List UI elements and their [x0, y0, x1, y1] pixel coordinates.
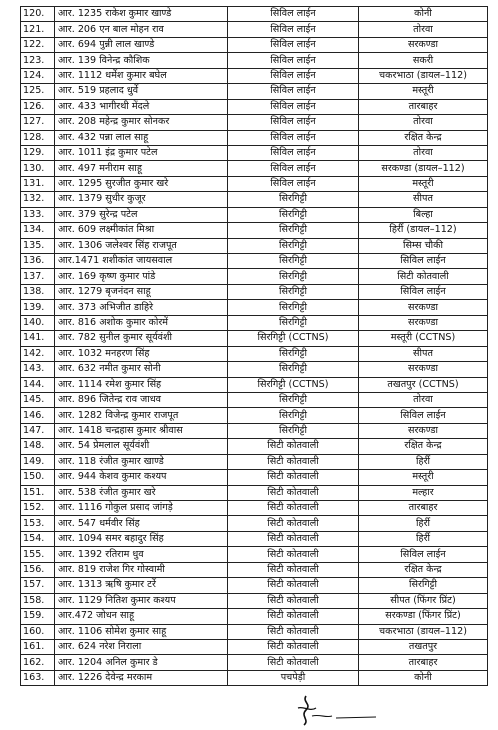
to-station: हिर्री [359, 516, 488, 531]
constable-name: आर. 1282 विजेन्द्र कुमार राजपूत [55, 408, 228, 423]
to-station: सरकण्डा (डायल–112) [359, 161, 488, 176]
to-station: तारबाहर [359, 99, 488, 114]
from-station: सिटी कोतवाली [228, 578, 359, 593]
from-station: सिटी कोतवाली [228, 547, 359, 562]
from-station: सिटी कोतवाली [228, 639, 359, 654]
serial-number: 138. [21, 284, 55, 299]
table-row [21, 115, 488, 130]
serial-number: 125. [21, 84, 55, 99]
to-station: सिविल लाईन [359, 408, 488, 423]
constable-name: आर. 54 प्रेमलाल सूर्यवंशी [55, 439, 228, 454]
constable-name: आर. 1129 नितिश कुमार कश्यप [55, 593, 228, 608]
to-station: सिविल लाईन [359, 254, 488, 269]
from-station: सिटी कोतवाली [228, 531, 359, 546]
constable-name: आर. 1116 गोकुल प्रसाद जांगड़े [55, 501, 228, 516]
from-station: सिरगिट्टी [228, 408, 359, 423]
to-station: हिर्री [359, 531, 488, 546]
table-row [21, 531, 488, 546]
from-station: सिविल लाईन [228, 176, 359, 191]
to-station: मस्तूरी [359, 84, 488, 99]
constable-name: आर. 118 रंजीत कुमार खाण्डे [55, 454, 228, 469]
to-station: सरकण्डा (फिंगर प्रिंट) [359, 609, 488, 624]
constable-name: आर. 1235 राकेश कुमार खाण्डे [55, 7, 228, 22]
to-station: सरकण्डा [359, 362, 488, 377]
from-station: सिरगिट्टी [228, 346, 359, 361]
constable-name: आर. 1379 सुधीर कुजूर [55, 192, 228, 207]
to-station: तखतपुर (CCTNS) [359, 377, 488, 392]
table-row [21, 284, 488, 299]
constable-name: आर.472 जोधन साहू [55, 609, 228, 624]
serial-number: 146. [21, 408, 55, 423]
from-station: सिरगिट्टी [228, 269, 359, 284]
to-station: सीपत [359, 346, 488, 361]
from-station: सिटी कोतवाली [228, 562, 359, 577]
to-station: सरकण्डा [359, 315, 488, 330]
to-station: कोनी [359, 7, 488, 22]
to-station: सरकण्डा [359, 423, 488, 438]
serial-number: 126. [21, 99, 55, 114]
constable-name: आर. 169 कृष्ण कुमार पांडे [55, 269, 228, 284]
table-row [21, 315, 488, 330]
constable-name: आर. 373 अभिजीत डाहिरे [55, 300, 228, 315]
serial-number: 141. [21, 331, 55, 346]
to-station: सिविल लाईन [359, 547, 488, 562]
table-row [21, 639, 488, 654]
constable-name: आर. 1295 सुरजीत कुमार खरे [55, 176, 228, 191]
constable-name: आर. 139 विनेन्द्र कौशिक [55, 53, 228, 68]
to-station: तखतपुर [359, 639, 488, 654]
serial-number: 155. [21, 547, 55, 562]
to-station: सरकण्डा [359, 37, 488, 52]
constable-name: आर. 1106 सोमेश कुमार साहू [55, 624, 228, 639]
constable-name: आर. 1306 जलेश्वर सिंह राजपूत [55, 238, 228, 253]
from-station: सिटी कोतवाली [228, 516, 359, 531]
from-station: पचपेड़ी [228, 670, 359, 685]
to-station: सीपत [359, 192, 488, 207]
constable-name: आर. 538 रंजीत कुमार खरे [55, 485, 228, 500]
from-station: सिरगिट्टी (CCTNS) [228, 331, 359, 346]
to-station: तारबाहर [359, 501, 488, 516]
constable-name: आर.1471 शशीकांत जायसवाल [55, 254, 228, 269]
from-station: सिटी कोतवाली [228, 624, 359, 639]
from-station: सिविल लाईन [228, 145, 359, 160]
to-station: तोरवा [359, 392, 488, 407]
from-station: सिविल लाईन [228, 7, 359, 22]
to-station: तोरवा [359, 145, 488, 160]
serial-number: 123. [21, 53, 55, 68]
from-station: सिविल लाईन [228, 68, 359, 83]
constable-name: आर. 432 पन्ना लाल साहू [55, 130, 228, 145]
from-station: सिविल लाईन [228, 99, 359, 114]
serial-number: 151. [21, 485, 55, 500]
constable-name: आर. 379 सुरेन्द्र पटेल [55, 207, 228, 222]
serial-number: 152. [21, 501, 55, 516]
table-row [21, 624, 488, 639]
from-station: सिरगिट्टी [228, 284, 359, 299]
table-row [21, 238, 488, 253]
table-row [21, 300, 488, 315]
table-row [21, 547, 488, 562]
constable-name: आर. 816 अशोक कुमार कोरमें [55, 315, 228, 330]
table-row [21, 223, 488, 238]
from-station: सिटी कोतवाली [228, 454, 359, 469]
table-row [21, 485, 488, 500]
from-station: सिटी कोतवाली [228, 593, 359, 608]
to-station: सरकण्डा [359, 300, 488, 315]
constable-name: आर. 694 पुन्नी लाल खाण्डे [55, 37, 228, 52]
from-station: सिविल लाईन [228, 37, 359, 52]
constable-name: आर. 1418 चन्द्रहास कुमार श्रीवास [55, 423, 228, 438]
constable-name: आर. 1226 देवेन्द्र मरकाम [55, 670, 228, 685]
from-station: सिरगिट्टी [228, 362, 359, 377]
constable-name: आर. 782 सुनील कुमार सूर्यवंशी [55, 331, 228, 346]
serial-number: 160. [21, 624, 55, 639]
serial-number: 144. [21, 377, 55, 392]
constable-name: आर. 944 केशव कुमार कश्यप [55, 470, 228, 485]
from-station: सिविल लाईन [228, 53, 359, 68]
to-station: मस्तूरी [359, 176, 488, 191]
table-row [21, 176, 488, 191]
serial-number: 154. [21, 531, 55, 546]
from-station: सिरगिट्टी [228, 392, 359, 407]
constable-name: आर. 632 नमीत कुमार सोनी [55, 362, 228, 377]
constable-name: आर. 819 राजेश गिर गोस्वामी [55, 562, 228, 577]
serial-number: 124. [21, 68, 55, 83]
table-row [21, 99, 488, 114]
constable-name: आर. 1112 धर्मेश कुमार बघेल [55, 68, 228, 83]
serial-number: 158. [21, 593, 55, 608]
from-station: सिटी कोतवाली [228, 655, 359, 670]
serial-number: 122. [21, 37, 55, 52]
to-station: बिल्हा [359, 207, 488, 222]
serial-number: 131. [21, 176, 55, 191]
to-station: मस्तूरी [359, 470, 488, 485]
from-station: सिविल लाईन [228, 161, 359, 176]
serial-number: 156. [21, 562, 55, 577]
serial-number: 133. [21, 207, 55, 222]
constable-name: आर. 497 मनीराम साहू [55, 161, 228, 176]
table-row [21, 161, 488, 176]
table-row [21, 22, 488, 37]
serial-number: 129. [21, 145, 55, 160]
table-row [21, 408, 488, 423]
serial-number: 162. [21, 655, 55, 670]
serial-number: 134. [21, 223, 55, 238]
to-station: तोरवा [359, 115, 488, 130]
table-row [21, 254, 488, 269]
to-station: सकरी [359, 53, 488, 68]
table-row [21, 130, 488, 145]
serial-number: 157. [21, 578, 55, 593]
serial-number: 127. [21, 115, 55, 130]
table-row [21, 331, 488, 346]
serial-number: 140. [21, 315, 55, 330]
constable-name: आर. 1094 समर बहादुर सिंह [55, 531, 228, 546]
serial-number: 163. [21, 670, 55, 685]
table-row [21, 609, 488, 624]
constable-name: आर. 1011 इंद्र कुमार पटेल [55, 145, 228, 160]
serial-number: 132. [21, 192, 55, 207]
to-station: सिविल लाईन [359, 284, 488, 299]
table-row [21, 655, 488, 670]
from-station: सिरगिट्टी [228, 423, 359, 438]
serial-number: 135. [21, 238, 55, 253]
serial-number: 153. [21, 516, 55, 531]
from-station: सिरगिट्टी [228, 300, 359, 315]
table-row [21, 501, 488, 516]
table-row [21, 362, 488, 377]
from-station: सिविल लाईन [228, 84, 359, 99]
serial-number: 145. [21, 392, 55, 407]
table-row [21, 392, 488, 407]
table-row [21, 377, 488, 392]
from-station: सिरगिट्टी [228, 207, 359, 222]
transfer-table [20, 6, 488, 686]
constable-name: आर. 1204 अनिल कुमार डे [55, 655, 228, 670]
constable-name: आर. 1032 मनहरण सिंह [55, 346, 228, 361]
serial-number: 139. [21, 300, 55, 315]
table-row [21, 593, 488, 608]
table-row [21, 670, 488, 685]
from-station: सिटी कोतवाली [228, 439, 359, 454]
table-row [21, 7, 488, 22]
to-station: सीपत (फिंगर प्रिंट) [359, 593, 488, 608]
to-station: सिम्स चौकी [359, 238, 488, 253]
table-row [21, 37, 488, 52]
from-station: सिविल लाईन [228, 130, 359, 145]
constable-name: आर. 208 महेन्द्र कुमार सोनकर [55, 115, 228, 130]
from-station: सिटी कोतवाली [228, 485, 359, 500]
constable-name: आर. 519 प्रहलाद धुर्वे [55, 84, 228, 99]
from-station: सिरगिट्टी [228, 238, 359, 253]
serial-number: 137. [21, 269, 55, 284]
constable-name: आर. 1313 ऋषि कुमार टर्रे [55, 578, 228, 593]
serial-number: 120. [21, 7, 55, 22]
constable-name: आर. 609 लक्ष्मीकांत मिश्रा [55, 223, 228, 238]
constable-name: आर. 1114 रमेश कुमार सिंह [55, 377, 228, 392]
serial-number: 147. [21, 423, 55, 438]
constable-name: आर. 1279 बृजनंदन साहू [55, 284, 228, 299]
serial-number: 142. [21, 346, 55, 361]
serial-number: 143. [21, 362, 55, 377]
table-row [21, 53, 488, 68]
signature-image [292, 694, 382, 728]
to-station: हिर्री [359, 454, 488, 469]
serial-number: 121. [21, 22, 55, 37]
serial-number: 136. [21, 254, 55, 269]
to-station: तारबाहर [359, 655, 488, 670]
table-row [21, 562, 488, 577]
table-row [21, 346, 488, 361]
to-station: सिटी कोतवाली [359, 269, 488, 284]
serial-number: 150. [21, 470, 55, 485]
from-station: सिटी कोतवाली [228, 470, 359, 485]
table-row [21, 454, 488, 469]
serial-number: 159. [21, 609, 55, 624]
table-row [21, 68, 488, 83]
table-row [21, 516, 488, 531]
from-station: सिरगिट्टी [228, 223, 359, 238]
table-row [21, 207, 488, 222]
to-station: तोरवा [359, 22, 488, 37]
table-row [21, 439, 488, 454]
to-station: चकरभाठा (डायल–112) [359, 68, 488, 83]
constable-name: आर. 547 धर्मवीर सिंह [55, 516, 228, 531]
constable-name: आर. 433 भागीरथी मेंदले [55, 99, 228, 114]
table-row [21, 269, 488, 284]
to-station: कोनी [359, 670, 488, 685]
table-row [21, 84, 488, 99]
from-station: सिविल लाईन [228, 22, 359, 37]
to-station: हिर्री (डायल–112) [359, 223, 488, 238]
transfer-table-body [21, 7, 488, 686]
serial-number: 148. [21, 439, 55, 454]
table-row [21, 192, 488, 207]
to-station: मल्हार [359, 485, 488, 500]
from-station: सिविल लाईन [228, 115, 359, 130]
to-station: मस्तूरी (CCTNS) [359, 331, 488, 346]
from-station: सिरगिट्टी [228, 315, 359, 330]
constable-name: आर. 206 एन बाल मोहन राव [55, 22, 228, 37]
from-station: सिरगिट्टी [228, 192, 359, 207]
constable-name: आर. 624 नरेश निराला [55, 639, 228, 654]
table-row [21, 578, 488, 593]
table-row [21, 470, 488, 485]
from-station: सिटी कोतवाली [228, 609, 359, 624]
to-station: सिरगिट्टी [359, 578, 488, 593]
serial-number: 149. [21, 454, 55, 469]
table-row [21, 423, 488, 438]
to-station: चकरभाठा (डायल–112) [359, 624, 488, 639]
to-station: रक्षित केन्द्र [359, 439, 488, 454]
serial-number: 128. [21, 130, 55, 145]
table-row [21, 145, 488, 160]
from-station: सिटी कोतवाली [228, 501, 359, 516]
constable-name: आर. 896 जितेन्द्र राव जाधव [55, 392, 228, 407]
from-station: सिरगिट्टी [228, 254, 359, 269]
constable-name: आर. 1392 रतिराम धुव [55, 547, 228, 562]
to-station: रक्षित केन्द्र [359, 562, 488, 577]
to-station: रक्षित केन्द्र [359, 130, 488, 145]
transfer-list-sheet [20, 6, 488, 686]
serial-number: 130. [21, 161, 55, 176]
from-station: सिरगिट्टी (CCTNS) [228, 377, 359, 392]
serial-number: 161. [21, 639, 55, 654]
